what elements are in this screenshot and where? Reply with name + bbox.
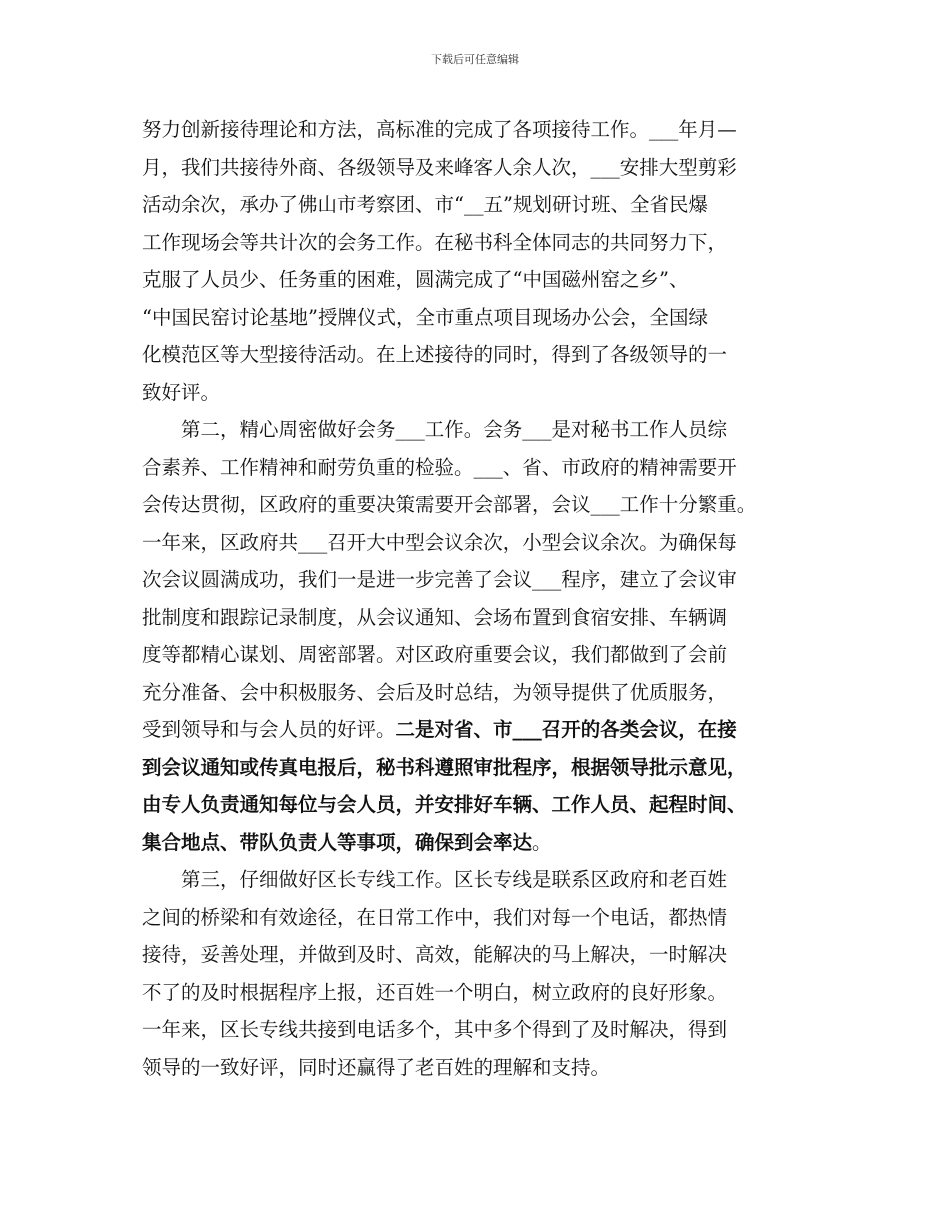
text-line: 合素养、工作精神和耐劳负重的检验。___、省、市政府的精神需要开: [142, 455, 737, 479]
text-line: 一年来，区长专线共接到电话多个，其中多个得到了及时解决，得到: [142, 1018, 728, 1041]
text-line: 充分准备、会中积极服务、会后及时总结，为领导提供了优质服务，: [142, 680, 728, 704]
text-line: 不了的及时根据程序上报，还百姓一个明白，树立政府的良好形象。: [142, 980, 728, 1004]
page-header-note: 下载后可任意编辑: [431, 53, 519, 66]
text-line: 受到领导和与会人员的好评。二是对省、市___召开的各类会议，在接: [142, 718, 737, 741]
text-line: 工作现场会等共计次的会务工作。在秘书科全体同志的共同努力下，: [142, 230, 728, 254]
text-line: 次会议圆满成功，我们一是进一步完善了会议___程序，建立了会议审: [142, 568, 737, 591]
bold-text: 由专人负责通知每位与会人员，并安排好车辆、工作人员、起程时间、: [142, 793, 747, 816]
text-line: “中国民窑讨论基地”授牌仪式，全市重点项目现场办公会，全国绿: [142, 305, 708, 329]
text-line: 之间的桥梁和有效途径，在日常工作中，我们对每一个电话，都热情: [142, 905, 728, 929]
text-line: 度等都精心谋划、周密部署。对区政府重要会议，我们都做到了会前: [142, 643, 728, 666]
text-line: 一年来，区政府共___召开大中型会议余次，小型会议余次。为确保每: [142, 530, 737, 554]
text-line: 化模范区等大型接待活动。在上述接待的同时，得到了各级领导的一: [142, 343, 728, 366]
text-line: 会传达贯彻，区政府的重要决策需要开会部署，会议___工作十分繁重。: [142, 493, 757, 516]
text-line: 克服了人员少、任务重的困难，圆满完成了“中国磁州窑之乡”、: [142, 268, 689, 291]
paragraph-start-line: 第三，仔细做好区长专线工作。区长专线是联系区政府和老百姓: [181, 868, 728, 891]
text-line: 致好评。: [142, 380, 221, 404]
text-line: [142, 786, 832, 824]
bold-text: 集合地点、带队负责人等事项，确保到会率达: [142, 830, 533, 854]
text-line: 领导的一致好评，同时还赢得了老百姓的理解和支持。: [142, 1055, 611, 1079]
text-line: 集合地点、带队负责人等事项，确保到会率达。: [142, 830, 552, 854]
text-line: 活动余次，承办了佛山市考察团、市“__五”规划研讨班、全省民爆: [142, 193, 708, 216]
text-line: 接待，妥善处理，并做到及时、高效，能解决的马上解决，一时解决: [142, 943, 728, 966]
text-line: [142, 749, 832, 787]
text-line: 月，我们共接待外商、各级领导及来峰客人余人次，___安排大型剪彩: [142, 155, 737, 179]
text-line: 批制度和跟踪记录制度，从会议通知、会场布置到食宿安排、车辆调: [142, 605, 728, 629]
bold-text: 二是对省、市___召开的各类会议，在接: [395, 718, 737, 741]
paragraph-start-line: 第二，精心周密做好会务___工作。会务___是对秘书工作人员综: [181, 418, 728, 441]
document-body: [142, 111, 832, 1086]
text-line: 努力创新接待理论和方法，高标准的完成了各项接待工作。___年月—: [142, 118, 737, 141]
bold-text: 到会议通知或传真电报后，秘书科遵照审批程序，根据领导批示意见，: [142, 755, 747, 779]
